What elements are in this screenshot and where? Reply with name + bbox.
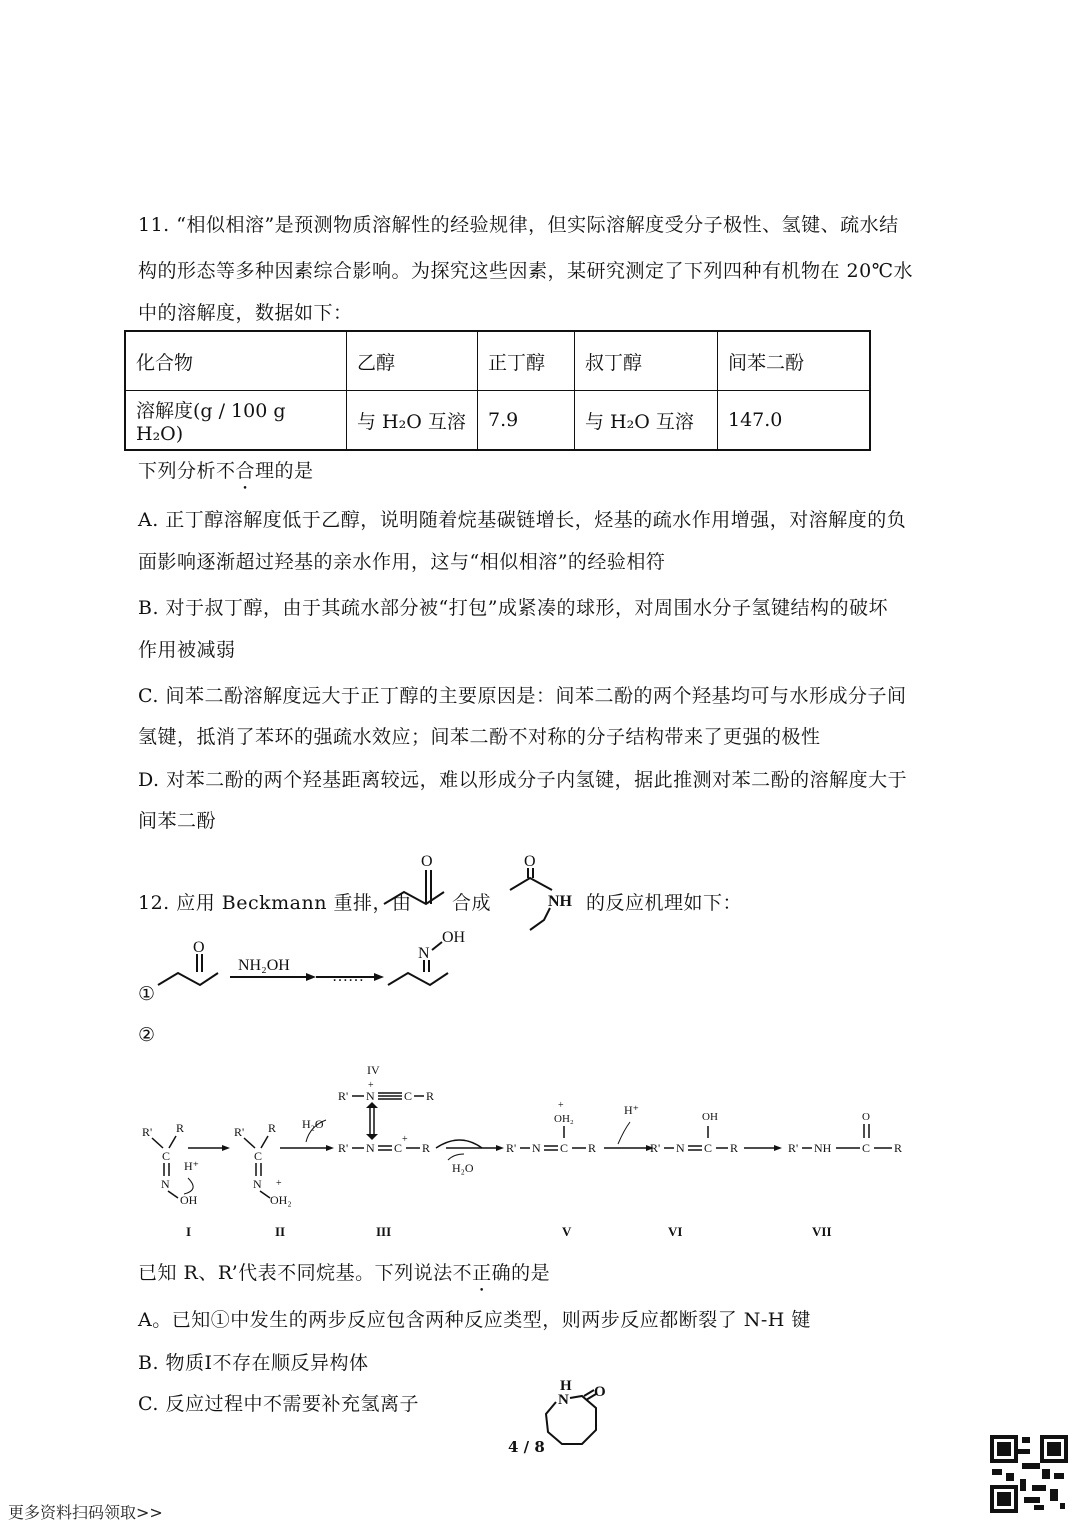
table-row [125, 391, 870, 451]
footer-link[interactable]: 更多资料扫码领取>> [8, 1503, 163, 1522]
svg-text:N: N [161, 1177, 170, 1191]
svg-text:C: C [162, 1149, 171, 1163]
label-I: I [186, 1224, 192, 1239]
label-VII: VII [812, 1224, 832, 1239]
svg-text:R': R' [338, 1089, 349, 1103]
svg-text:C: C [704, 1141, 713, 1155]
svg-text:R': R' [506, 1141, 517, 1155]
svg-text:OH: OH [180, 1193, 198, 1207]
q11-line-1: 11. “相似相溶”是预测物质溶解性的经验规律，但实际溶解度受分子极性、氢键、疏水结 [138, 214, 899, 236]
svg-text:R': R' [650, 1141, 661, 1155]
svg-text:R': R' [338, 1141, 349, 1155]
svg-text:R: R [426, 1089, 435, 1103]
svg-text:+: + [402, 1134, 408, 1145]
svg-text:OH: OH [702, 1111, 718, 1123]
svg-text:OH₂: OH₂ [270, 1193, 292, 1207]
table-cell: 7.9 [478, 391, 575, 451]
label-II: II [275, 1224, 286, 1239]
q12-stem [138, 1258, 550, 1285]
step1-scheme [156, 930, 486, 1000]
q11-option-c-line-2: 氢键，抵消了苯环的强疏水效应；间苯二酚不对称的分子结构带来了更强的极性 [138, 726, 821, 748]
q12-option-b: B. 物质Ⅰ不存在顺反异构体 [138, 1352, 369, 1374]
svg-text:O: O [421, 853, 433, 870]
q11-line-3: 中的溶解度，数据如下： [138, 302, 353, 324]
svg-text:N: N [676, 1141, 685, 1155]
q11-option-c-line-1: C. 间苯二酚溶解度远大于正丁醇的主要原因是：间苯二酚的两个羟基均可与水形成分子间 [138, 685, 907, 707]
q11-option-b-line-1: B. 对于叔丁醇，由于其疏水部分被“打包”成紧凑的球形，对周围水分子氢键结构的破坏 [138, 597, 888, 619]
solubility-table [124, 330, 871, 451]
svg-text:N: N [366, 1089, 375, 1103]
svg-text:H⁺: H⁺ [624, 1103, 639, 1117]
svg-text:NH: NH [548, 893, 572, 910]
svg-text:OH₂: OH₂ [554, 1113, 574, 1125]
svg-text:NH: NH [814, 1141, 832, 1155]
q12-intro-c: 的反应机理如下： [586, 892, 743, 914]
svg-text:C: C [404, 1089, 413, 1103]
table-cell: 正丁醇 [478, 331, 575, 391]
q12-intro-a: 12. 应用 Beckmann 重排，由 [138, 892, 412, 914]
q11-option-d-line-2: 间苯二酚 [138, 810, 217, 832]
svg-text:OH: OH [442, 929, 466, 946]
q11-option-d-line-1: D. 对苯二酚的两个羟基距离较远，难以形成分子内氢键，据此推测对苯二酚的溶解度大于 [138, 769, 908, 791]
label-VI: VI [668, 1224, 683, 1239]
stem-text: 下列分析 [138, 460, 217, 482]
step2-marker: ② [138, 1024, 156, 1046]
svg-text:IV: IV [367, 1063, 380, 1077]
svg-text:C: C [394, 1141, 403, 1155]
table-cell: 间苯二酚 [718, 331, 871, 391]
q12-option-c: C. 反应过程中不需要补充氢离子 [138, 1393, 419, 1415]
svg-text:N: N [532, 1141, 541, 1155]
svg-text:C: C [560, 1141, 569, 1155]
beckmann-mechanism [130, 1060, 920, 1245]
q11-option-a-line-2: 面影响逐渐超过羟基的亲水作用，这与“相似相溶”的经验相符 [138, 551, 666, 573]
table-cell: 乙醇 [347, 331, 478, 391]
svg-text:+: + [276, 1178, 282, 1189]
emphasis-text: 不合理 [216, 460, 275, 482]
step1-marker: ① [138, 983, 156, 1005]
label-V: V [562, 1224, 572, 1239]
svg-text:O: O [862, 1111, 870, 1123]
svg-text:R: R [176, 1121, 185, 1135]
svg-text:O: O [193, 939, 205, 956]
table-cell: 叔丁醇 [575, 331, 718, 391]
q11-line-2: 构的形态等多种因素综合影响。为探究这些因素，某研究测定了下列四种有机物在 20℃水 [138, 260, 913, 282]
svg-text:R: R [730, 1141, 739, 1155]
reagent-label: NH₂OH [238, 957, 290, 974]
n-ethylacetamide-structure [508, 852, 588, 938]
table-cell: 与 H₂O 互溶 [347, 391, 478, 451]
table-cell: 147.0 [718, 391, 871, 451]
svg-text:R': R' [142, 1125, 153, 1139]
svg-text:N: N [558, 1392, 569, 1408]
svg-text:R: R [894, 1141, 903, 1155]
butanone-structure [382, 852, 452, 912]
q11-option-b-line-2: 作用被减弱 [138, 639, 236, 661]
q11-option-a-line-1: A. 正丁醇溶解度低于乙醇，说明随着烷基碳链增长，烃基的疏水作用增强，对溶解度的负 [138, 509, 907, 531]
svg-text:H⁺: H⁺ [184, 1159, 199, 1173]
table-cell: 化合物 [125, 331, 347, 391]
svg-text:N: N [366, 1141, 375, 1155]
page-number: 4 / 8 [508, 1438, 545, 1456]
svg-text:C: C [862, 1141, 871, 1155]
svg-text:N: N [253, 1177, 262, 1191]
svg-text:R: R [422, 1141, 431, 1155]
svg-text:C: C [254, 1149, 263, 1163]
svg-text:N: N [418, 945, 430, 962]
svg-text:R': R' [234, 1125, 245, 1139]
svg-text:O: O [594, 1384, 606, 1400]
stem-text: 的是 [511, 1262, 551, 1284]
table-row [125, 331, 870, 391]
svg-text:R: R [588, 1141, 597, 1155]
svg-text:O: O [524, 853, 536, 870]
svg-text:+: + [558, 1100, 564, 1111]
svg-text:R': R' [788, 1141, 799, 1155]
q12-option-a: A。已知①中发生的两步反应包含两种反应类型，则两步反应都断裂了 N-H 键 [138, 1309, 811, 1331]
caprolactam-structure [538, 1374, 618, 1454]
qr-code-icon[interactable] [988, 1433, 1066, 1511]
svg-text:+: + [368, 1080, 374, 1091]
svg-text:H₂O: H₂O [302, 1117, 324, 1131]
svg-text:H₂O: H₂O [452, 1161, 474, 1175]
svg-text:H: H [560, 1378, 572, 1394]
emphasis-text: 不正确 [452, 1262, 512, 1284]
stem-text: 的是 [274, 460, 314, 482]
stem-text: 已知 R、R’代表不同烷基。下列说法 [138, 1262, 453, 1284]
q11-stem [138, 456, 314, 483]
label-III: III [376, 1224, 392, 1239]
svg-text:R: R [268, 1121, 277, 1135]
table-cell: 与 H₂O 互溶 [575, 391, 718, 451]
table-cell: 溶解度(g / 100 g H₂O) [125, 391, 347, 451]
q12-intro-b: 合成 [452, 892, 492, 914]
step1-dots: …… [332, 968, 364, 985]
